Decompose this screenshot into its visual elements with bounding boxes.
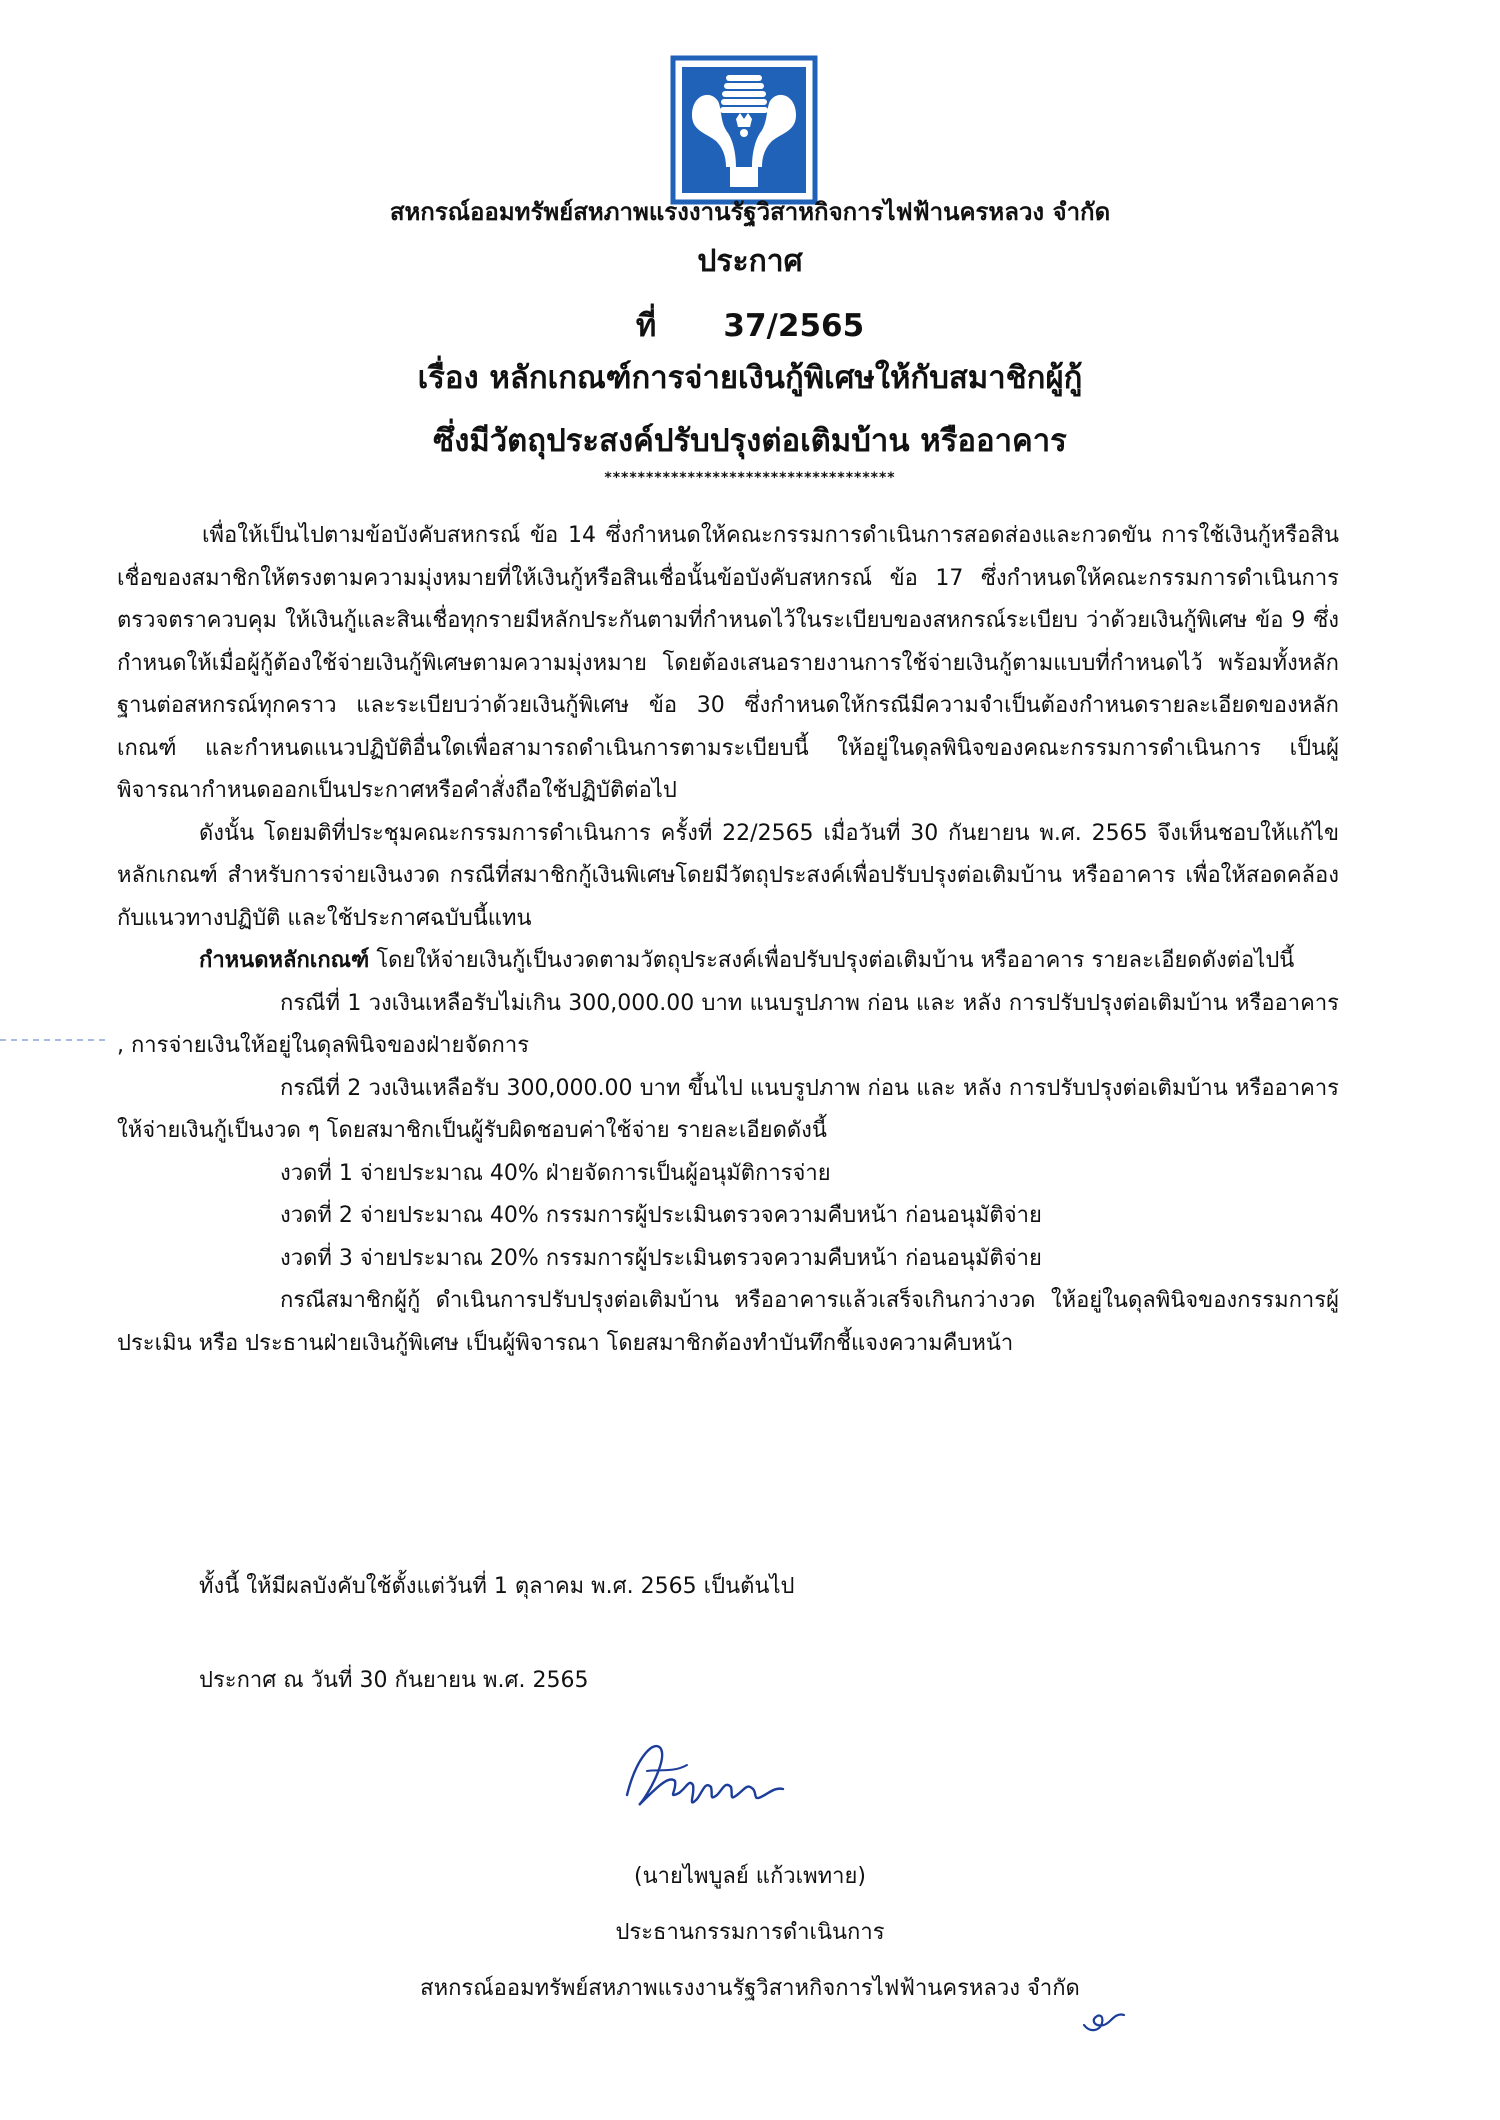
header-divider: *********************************** xyxy=(604,470,896,486)
subject-line-1: เรื่อง หลักเกณฑ์การจ่ายเงินกู้พิเศษให้กับสมาชิกผู้กู้ xyxy=(417,360,1083,396)
signatory-organization: สหกรณ์ออมทรัพย์สหภาพแรงงานรัฐวิสาหกิจการไฟฟ้านครหลวง จำกัด xyxy=(420,1976,1080,2001)
case-3: กรณีสมาชิกผู้กู้ ดำเนินการปรับปรุงต่อเติมบ้าน หรืออาคารแล้วเสร็จเกินกว่างวด ให้อยู่ในดุลพินิจของกรรมการผู้ประเมิน หรือ ประธานฝ่ายเงินกู้พิเศษ เป็นผู้พิจารณา โดยสมาชิกต้องทำบันทึกชี้แจงความคืบหน้า xyxy=(117,1288,1339,1356)
signatory-name: (นายไพบูลย์ แก้วเพทาย) xyxy=(634,1864,866,1889)
paragraph-criteria xyxy=(117,940,1339,983)
subject-line-2: ซึ่งมีวัตถุประสงค์ปรับปรุงต่อเติมบ้าน หรืออาคาร xyxy=(433,423,1067,459)
announcement-date: ประกาศ ณ วันที่ 30 กันยายน พ.ศ. 2565 xyxy=(199,1668,589,1693)
criteria-heading: กำหนดหลักเกณฑ์ xyxy=(199,948,370,973)
organization-name: สหกรณ์ออมทรัพย์สหภาพแรงงานรัฐวิสาหกิจการไฟฟ้านครหลวง จำกัด xyxy=(389,198,1111,226)
case-2: กรณีที่ 2 วงเงินเหลือรับ 300,000.00 บาท ขึ้นไป แนบรูปภาพ ก่อน และ หลัง การปรับปรุงต่อเติมบ้าน หรืออาคาร ให้จ่ายเงินกู้เป็นงวด ๆ โดยสมาชิกเป็นผู้รับผิดชอบค่าใช้จ่าย รายละเอียดดังนี้ xyxy=(117,1075,1339,1143)
paragraph-resolution: ดังนั้น โดยมติที่ประชุมคณะกรรมการดำเนินการ ครั้งที่ 22/2565 เมื่อวันที่ 30 กันยายน พ.ศ. 2565 จึงเห็นชอบให้แก้ไขหลักเกณฑ์ สำหรับการจ่ายเงินงวด กรณีที่สมาชิกกู้เงินพิเศษโดยมีวัตถุประสงค์เพื่อปรับปรุงต่อเติมบ้าน หรืออาคาร เพื่อให้สอดคล้องกับแนวทางปฏิบัติ และใช้ประกาศฉบับนี้แทน xyxy=(117,820,1339,931)
announcement-number xyxy=(0,300,1500,350)
paragraph-preamble: เพื่อให้เป็นไปตามข้อบังคับสหกรณ์ ข้อ 14 ซึ่งกำหนดให้คณะกรรมการดำเนินการสอดส่องและกวดขัน การใช้เงินกู้หรือสินเชื่อของสมาชิกให้ตรงตามความมุ่งหมายที่ให้เงินกู้หรือสินเชื่อนั้นข้อบังคับสหกรณ์ ข้อ 17 ซึ่งกำหนดให้คณะกรรมการดำเนินการตรวจตราควบคุม ให้เงินกู้และสินเชื่อทุกรายมีหลักประกันตามที่กำหนดไว้ในระเบียบของสหกรณ์ระเบียบ ว่าด้วยเงินกู้พิเศษ ข้อ 9 ซึ่งกำหนดให้เมื่อผู้กู้ต้องใช้จ่ายเงินกู้พิเศษตามความมุ่งหมาย โดยต้องเสนอรายงานการใช้จ่ายเงินกู้ตามแบบที่กำหนดไว้ พร้อมทั้งหลักฐานต่อสหกรณ์ทุกคราว และระเบียบว่าด้วยเงินกู้พิเศษ ข้อ 30 ซึ่งกำหนดให้กรณีมีความจำเป็นต้องกำหนดรายละเอียดของหลักเกณฑ์ และกำหนดแนวปฏิบัติอื่นใดเพื่อสามารถดำเนินการตามระเบียบนี้ ให้อยู่ในดุลพินิจของคณะกรรมการดำเนินการ เป็นผู้พิจารณากำหนดออกเป็นประกาศหรือคำสั่งถือใช้ปฏิบัติต่อไป xyxy=(117,523,1339,803)
initial-mark xyxy=(1080,2003,1128,2033)
installment-2: งวดที่ 2 จ่ายประมาณ 40% กรรมการผู้ประเมินตรวจความคืบหน้า ก่อนอนุมัติจ่าย xyxy=(280,1203,1042,1228)
margin-mark xyxy=(0,1037,110,1043)
number-value: 37/2565 xyxy=(723,308,865,344)
number-label: ที่ xyxy=(635,308,657,344)
installment-1: งวดที่ 1 จ่ายประมาณ 40% ฝ่ายจัดการเป็นผู้อนุมัติการจ่าย xyxy=(280,1160,831,1186)
document-type: ประกาศ xyxy=(697,244,803,279)
signature xyxy=(617,1735,792,1815)
installment-3: งวดที่ 3 จ่ายประมาณ 20% กรรมการผู้ประเมินตรวจความคืบหน้า ก่อนอนุมัติจ่าย xyxy=(280,1245,1042,1271)
case-1: กรณีที่ 1 วงเงินเหลือรับไม่เกิน 300,000.00 บาท แนบรูปภาพ ก่อน และ หลัง การปรับปรุงต่อเติมบ้าน หรืออาคาร , การจ่ายเงินให้อยู่ในดุลพินิจของฝ่ายจัดการ xyxy=(117,990,1339,1058)
criteria-text: โดยให้จ่ายเงินกู้เป็นงวดตามวัตถุประสงค์เพื่อปรับปรุงต่อเติมบ้าน หรืออาคาร รายละเอียดดังต่อไปนี้ xyxy=(369,948,1295,973)
signatory-position: ประธานกรรมการดำเนินการ xyxy=(615,1920,885,1945)
body-text xyxy=(117,515,1339,1365)
effective-date: ทั้งนี้ ให้มีผลบังคับใช้ตั้งแต่วันที่ 1 ตุลาคม พ.ศ. 2565 เป็นต้นไป xyxy=(199,1574,795,1599)
cooperative-logo xyxy=(670,55,818,205)
